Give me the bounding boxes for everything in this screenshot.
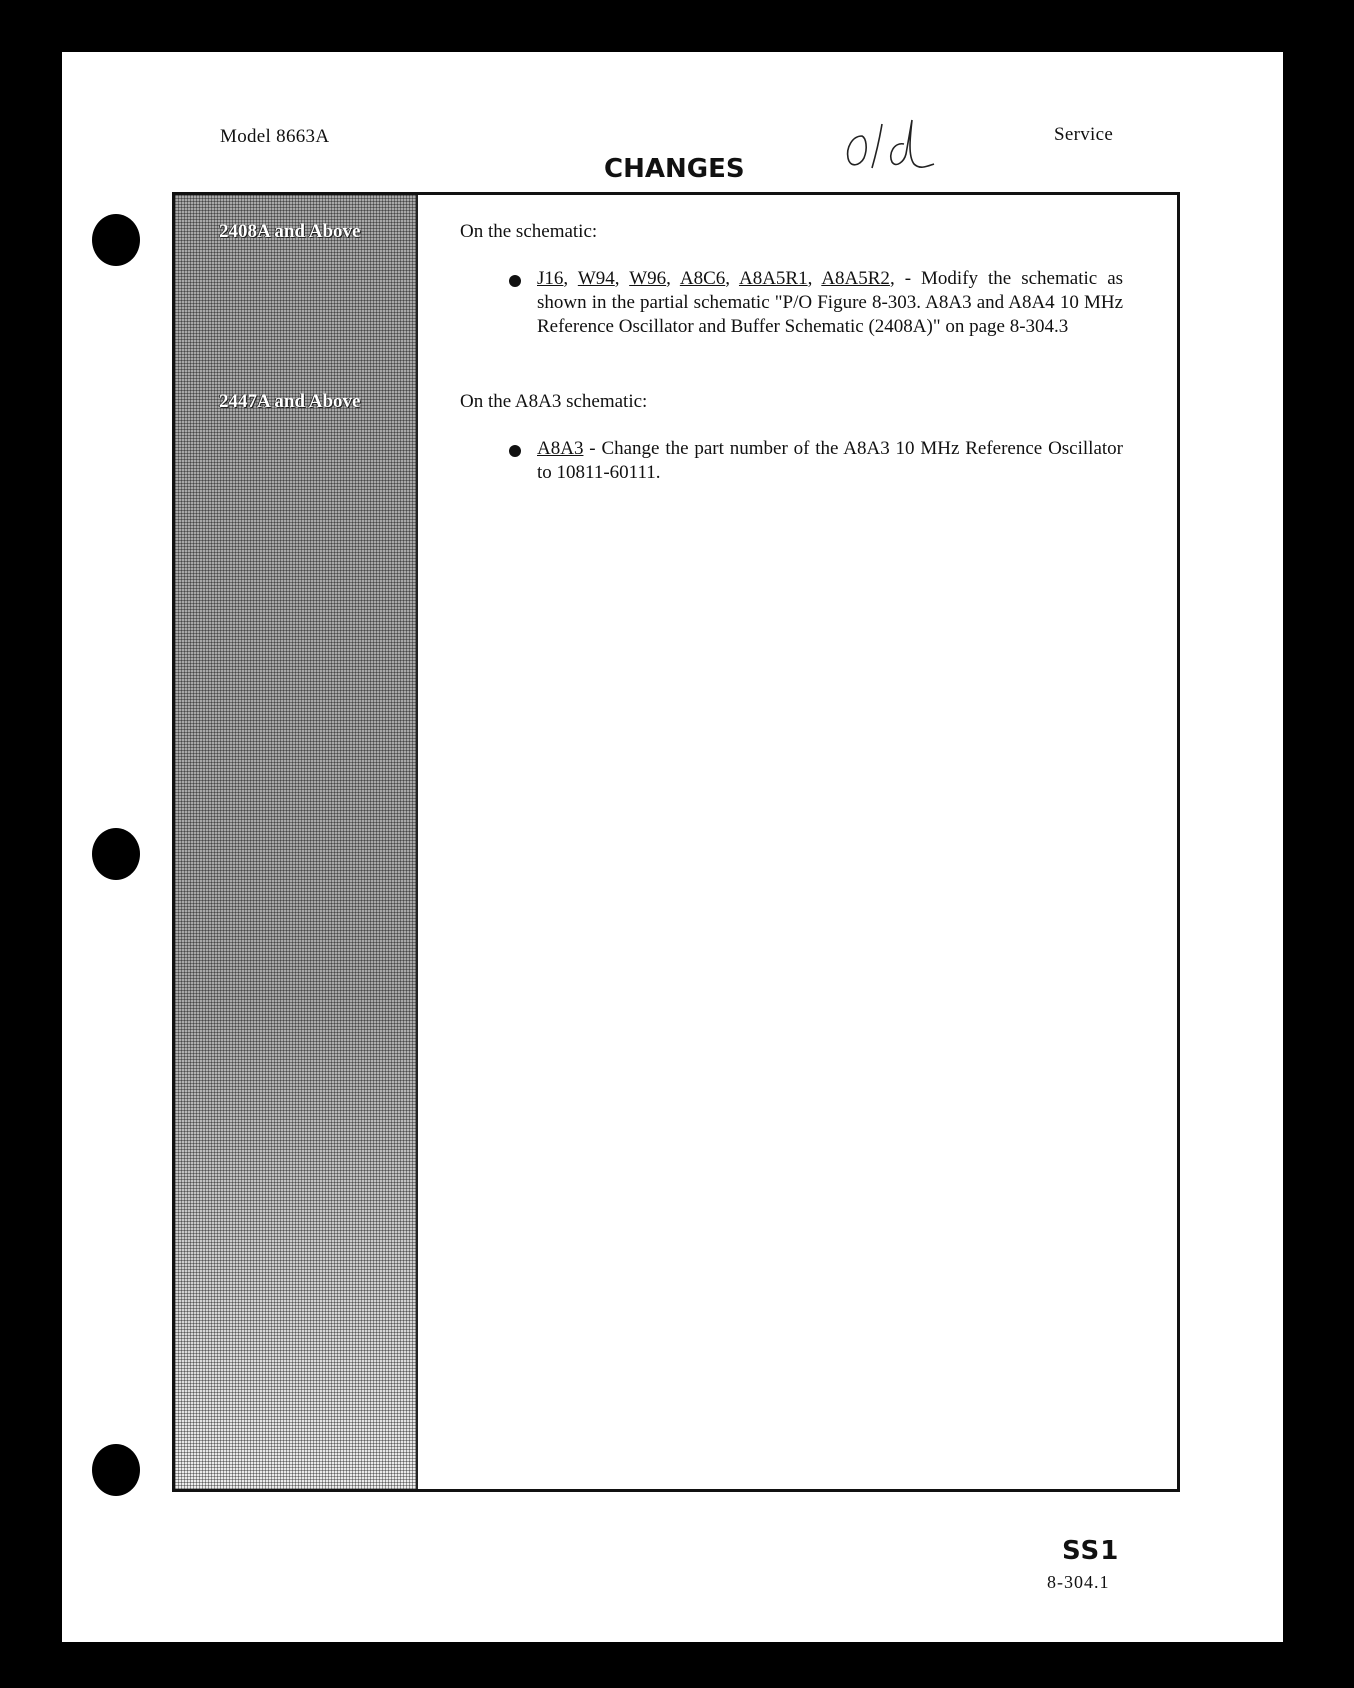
serial-prefix-1: 2408A and Above [219,221,361,242]
ref-w94: W94 [577,268,615,289]
change-text-2: - Change the part number of the A8A3 10 MHz Reference Oscillator to 10811-60111. [537,438,1123,483]
change-lead-2: On the A8A3 schematic: [460,391,648,412]
ref-a8a5r2: A8A5R2 [821,268,890,289]
ref-w96: W96 [629,268,667,289]
serial-prefix-2: 2447A and Above [219,391,361,412]
serial-column [175,195,418,1489]
section-label: Service [1054,124,1114,145]
page-title: CHANGES [604,154,745,184]
changes-table [172,192,1180,1492]
ref-a8a3: A8A3 [537,438,584,459]
bullet-1 [509,275,521,287]
ref-a8a5r1: A8A5R1 [738,268,808,289]
change-item-2 [537,437,1123,485]
sheet-number: SS1 [1062,1536,1120,1566]
ref-a8c6: A8C6 [679,268,726,289]
handwritten-note [832,114,942,178]
change-item-1: J16, W94, W96, A8C6, A8A5R1, A8A5R2, - Modify the schematic as shown in the partial schematic "P/O Figure 8-303. A8A3 and A8A4 10 MHz Reference Oscillator and Buffer Schematic (2408A)" on page 8-304.3 [537,268,1124,337]
binder-hole-2 [92,828,140,880]
document-page [62,52,1283,1642]
page-number: 8-304.1 [1047,1572,1110,1592]
change-text-1: - Modify the schematic as shown in the partial schematic "P/O Figure 8-303. A8A3 and A8A4 10 MHz Reference Oscillator and Buffer Schematic (2408A)" on page 8-304.3 [537,268,1124,337]
bullet-2 [509,445,521,457]
ref-j16: J16 [537,268,564,289]
binder-hole-3 [92,1444,140,1496]
change-lead-1: On the schematic: [460,221,598,242]
binder-hole-1 [92,214,140,266]
model-label: Model 8663A [220,126,330,147]
